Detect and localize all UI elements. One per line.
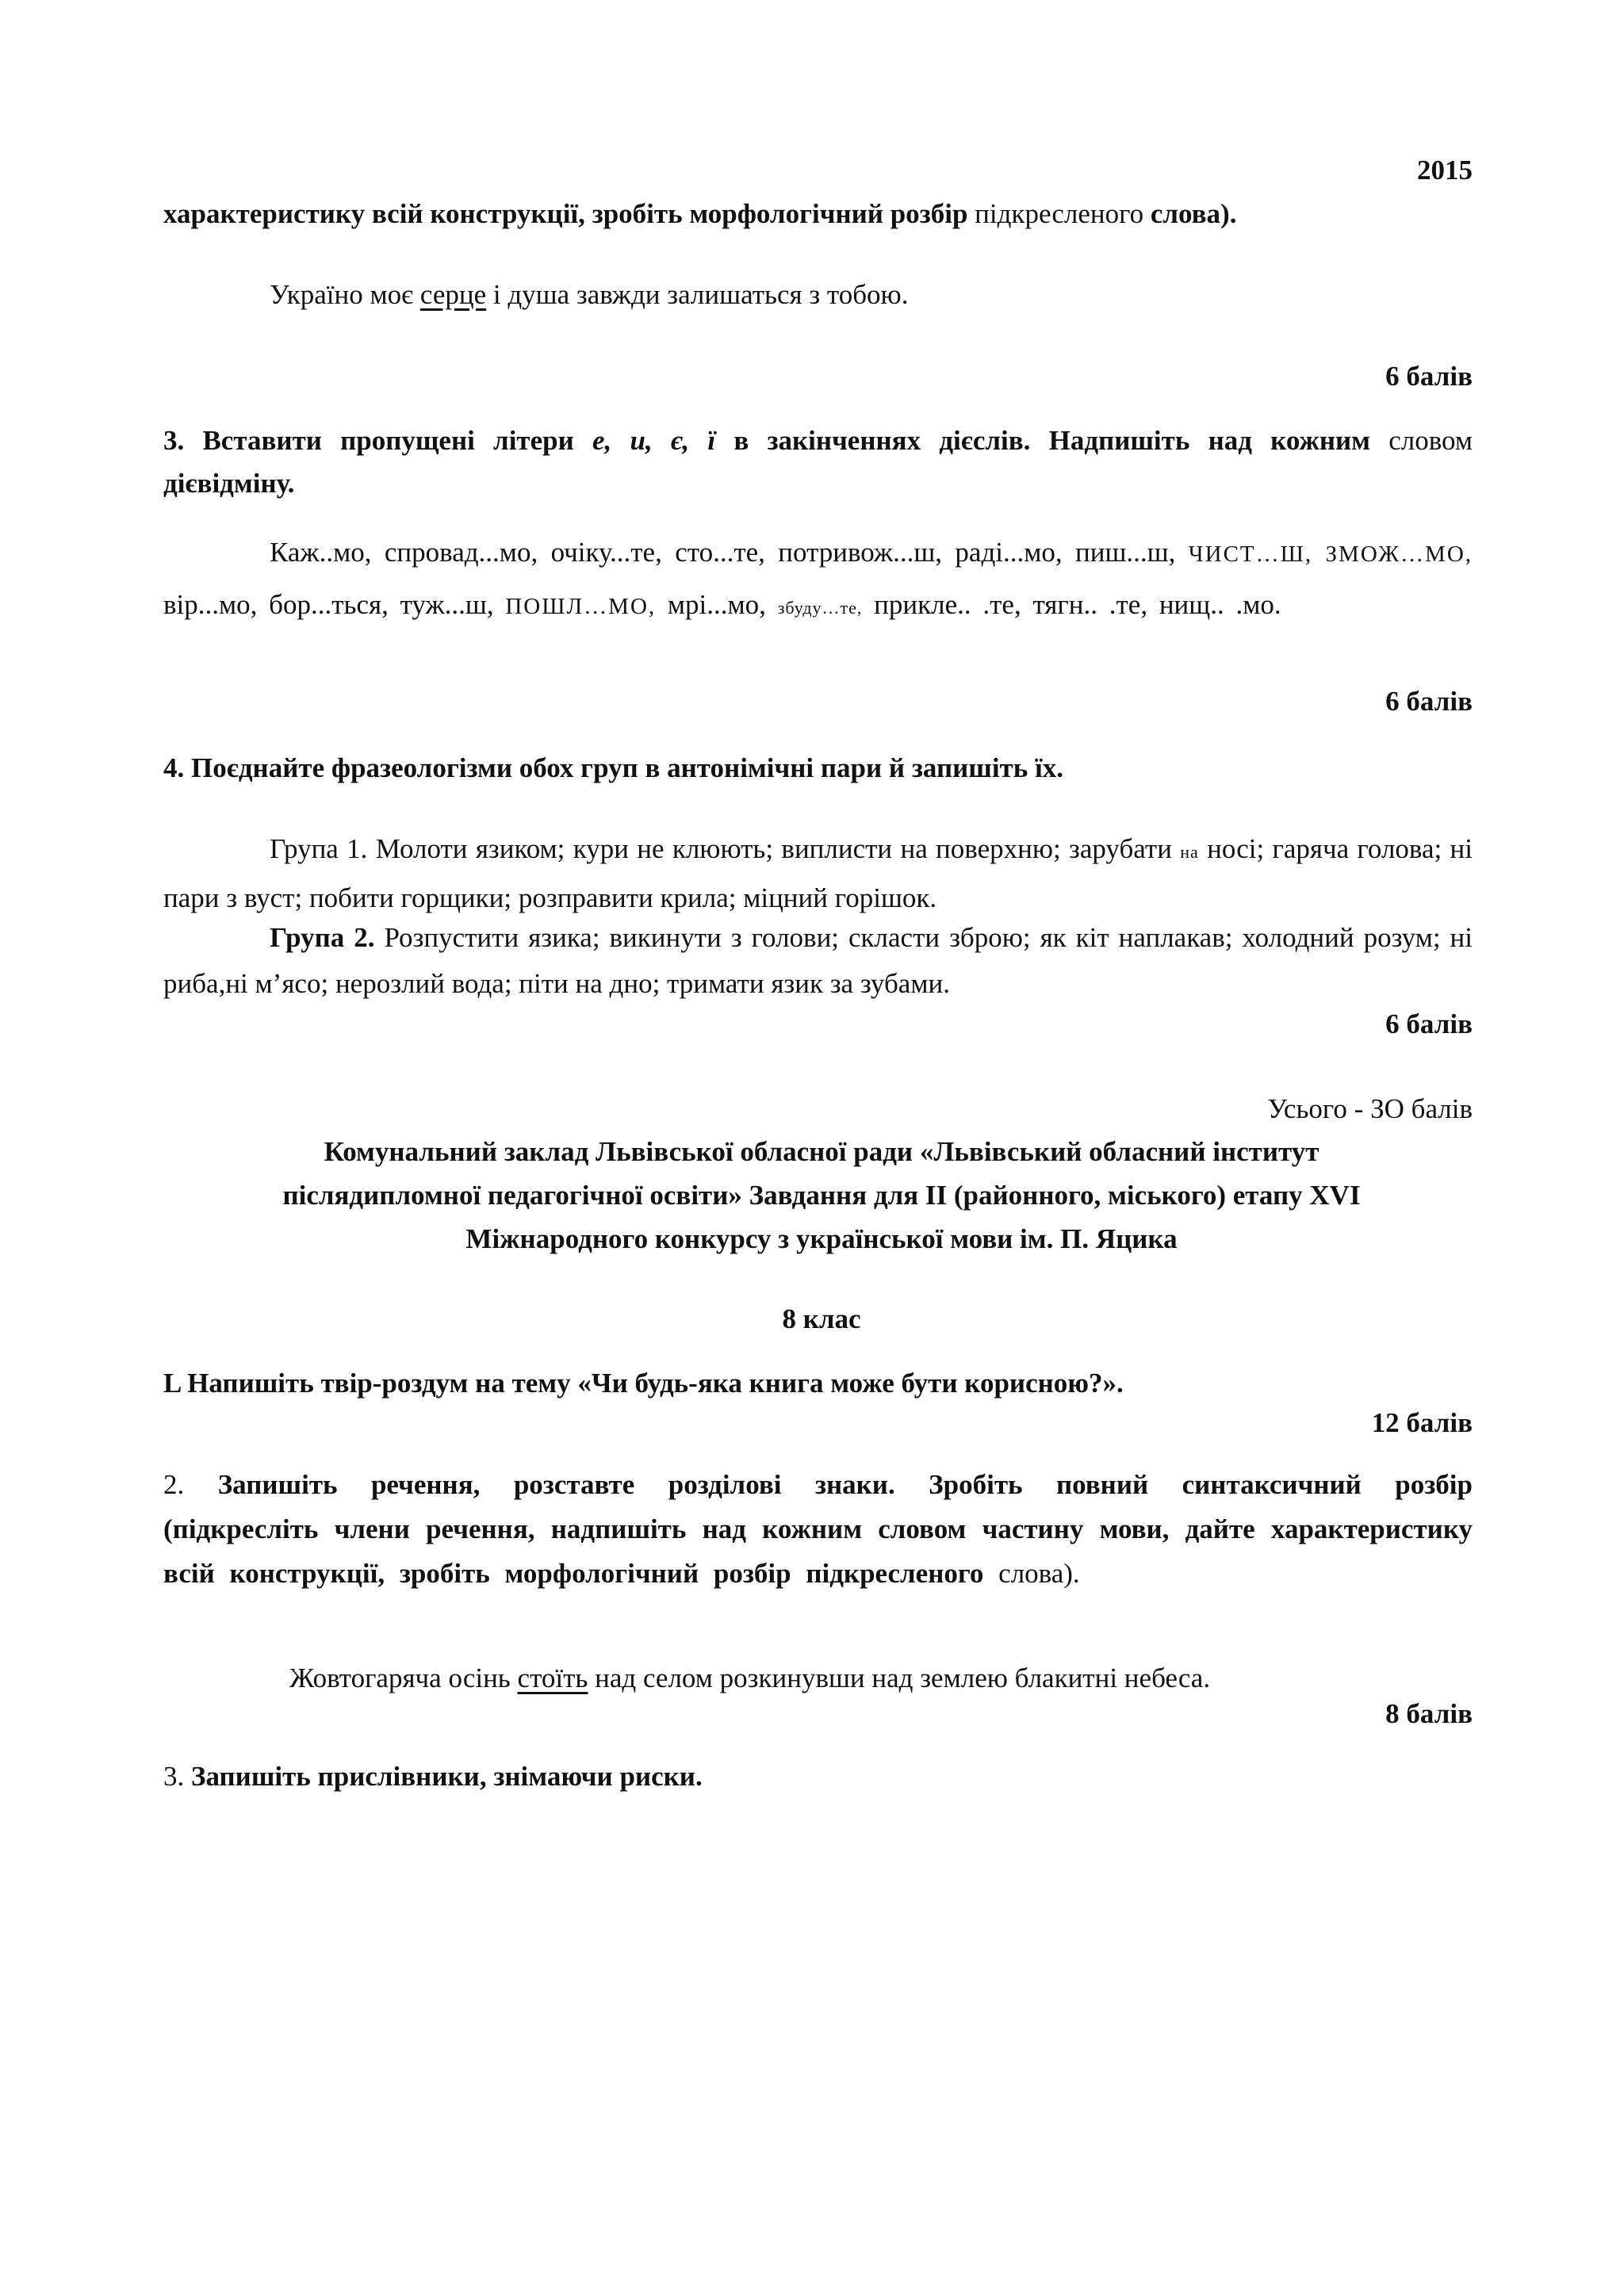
task-3-heading: 3. Вставити пропущені літери е, и, є, ї в закінченнях дієслів. Надпишіть над кожним словом дієвідміну. — [163, 425, 1473, 499]
task-3-words: Каж..мо, спровад...мо, очіку...те, сто...те, потривож...ш, раді...мо, пиш...ш, ЧИСТ…Ш, ЗМОЖ…МО, вір...мо, бор...ться, туж...ш, ПОШЛ…МО, мрі...мо, збуду…те, прикле.. .те, тягн.. .те, нищ.. .мо. — [163, 537, 1473, 620]
example-sentence-1: Україно моє серце і душа завжди залишаться з тобою. — [270, 279, 909, 310]
year: 2015 — [1417, 155, 1473, 186]
underlined-word: стоїть — [517, 1663, 588, 1693]
points: 8 балів — [1385, 1698, 1473, 1729]
points: 6 балів — [1385, 1008, 1473, 1039]
underlined-word: серце — [419, 279, 487, 310]
points: 12 балів — [1371, 1407, 1473, 1438]
task-2b: 2. Запишіть речення, розставте розділові знаки. Зробіть повний синтаксичний розбір (підкресліть члени речення, надпишіть над кожним словом частину мови, дайте характеристику всій конструкції, зробіть морфологічний розбір підкресленого слова). — [163, 1469, 1473, 1589]
group-2: Група 2. Розпустити язика; викинути з голови; скласти зброю; як кіт наплакав; холодний розум; ні риба,ні м’ясо; нерозлий вода; піти на дно; тримати язик за зубами. — [163, 922, 1473, 999]
document-header: Комунальний заклад Львівської обласної ради «Львівський обласний інститут післядипломної педагогічної освіти» Завдання для II (районного, міського) етапу XVI Міжнародного конкурсу з української мови ім. П. Яцика — [282, 1136, 1361, 1254]
points: 6 балів — [1385, 686, 1473, 717]
group-1: Група 1. Молоти язиком; кури не клюють; виплисти на поверхню; зарубати на носі; гаряча голова; ні пари з вуст; побити горщики; розправити крила; міцний горішок. — [163, 833, 1473, 913]
grade: 8 клас — [782, 1303, 861, 1334]
points: 6 балів — [1385, 361, 1473, 392]
example-sentence-2: Жовтогаряча осінь стоїть над селом розкинувши над землею блакитні небеса. — [289, 1663, 1211, 1693]
task-l: L Напишіть твір-роздум на тему «Чи будь-яка книга може бути корисною?». — [163, 1368, 1124, 1399]
task-3b: 3. Запишіть прислівники, знімаючи риски. — [163, 1761, 703, 1792]
total-score: Усього - ЗО балів — [1267, 1093, 1473, 1124]
task2-tail: характеристику всій конструкції, зробіть морфологічний розбір підкресленого слова). — [163, 198, 1237, 229]
task-4-heading: 4. Поєднайте фразеологізми обох груп в антонімічні пари й запишіть їх. — [163, 752, 1063, 783]
